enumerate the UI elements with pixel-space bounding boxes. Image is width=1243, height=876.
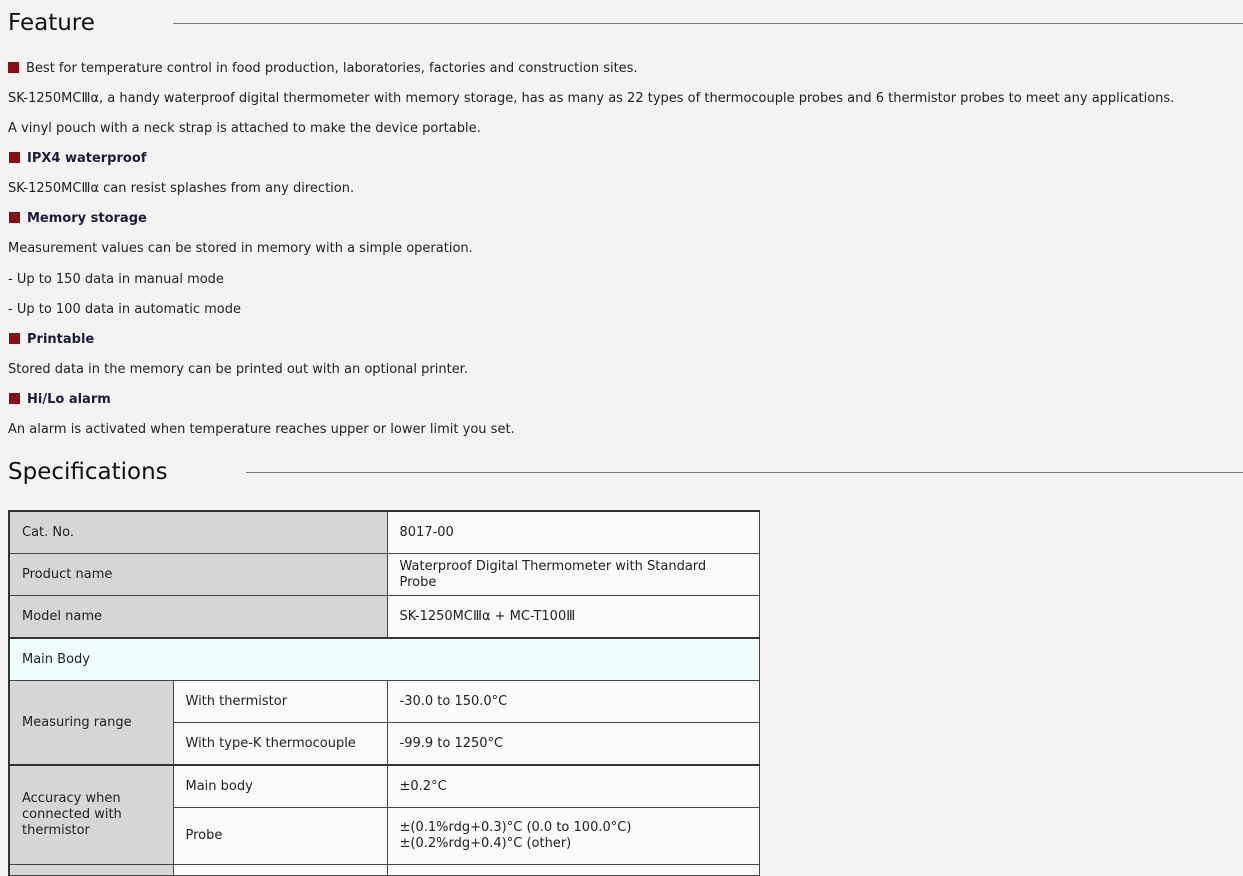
bullet-square-icon [9,152,20,163]
table-row [9,511,759,554]
with-typek-value: -99.9 to 1250°C [387,723,759,766]
feature-text: Stored data in the memory can be printed out with an optional printer. [8,362,468,377]
table-cell [9,865,173,876]
specifications-divider [246,472,1243,473]
accuracy-probe-value [387,808,759,865]
with-typek-label: With type-K thermocouple [173,723,387,766]
specifications-title: Specifications [8,459,168,485]
feature-heading-alarm: Hi/Lo alarm [9,392,111,408]
table-cell [387,865,759,876]
feature-title: Feature [8,10,95,36]
with-thermistor-label: With thermistor [173,681,387,723]
table-row [9,681,759,723]
feature-text: - Up to 150 data in manual mode [8,272,224,287]
feature-text: An alarm is activated when temperature reaches upper or lower limit you set. [8,422,515,437]
probe-value-line-1: ±(0.1%rdg+0.3)°C (0.0 to 100.0°C) [399,820,632,835]
with-thermistor-value: -30.0 to 150.0°C [387,681,759,723]
main-body-header: Main Body [9,638,759,681]
cat-no-value: 8017-00 [387,511,759,554]
bullet-square-icon [8,62,19,73]
feature-text: Measurement values can be stored in memory with a simple operation. [8,241,473,256]
table-row [9,596,759,639]
table-cell [173,865,387,876]
feature-heading-memory: Memory storage [9,211,147,227]
accuracy-main-body-value: ±0.2°C [387,765,759,808]
measuring-range-label: Measuring range [9,681,173,766]
feature-text: - Up to 100 data in automatic mode [8,302,241,317]
product-name-label: Product name [9,554,387,596]
specifications-section-header [8,459,1243,485]
model-name-value: SK-1250MCⅢα + MC-T100Ⅲ [387,596,759,639]
feature-heading-printable: Printable [9,332,94,348]
table-row [9,638,759,681]
probe-value-line-2: ±(0.2%rdg+0.4)°C (other) [399,836,572,851]
model-name-label: Model name [9,596,387,639]
accuracy-probe-label: Probe [173,808,387,865]
feature-text: SK-1250MCⅢα can resist splashes from any direction. [8,181,355,196]
feature-divider [173,23,1243,24]
feature-text: A vinyl pouch with a neck strap is attached to make the device portable. [8,121,481,136]
accuracy-main-body-label: Main body [173,765,387,808]
feature-heading-ipx4: IPX4 waterproof [9,151,146,167]
feature-text: SK-1250MCⅢα, a handy waterproof digital thermometer with memory storage, has as many as 22 types of thermocouple probes and 6 thermistor probes to meet any applications. [8,91,1175,106]
bullet-square-icon [9,212,20,223]
product-name-value: Waterproof Digital Thermometer with Standard Probe [387,554,759,596]
table-row [9,765,759,808]
bullet-square-icon [9,333,20,344]
accuracy-label: Accuracy when connected with thermistor [9,765,173,865]
feature-section-header [8,10,1243,36]
cat-no-label: Cat. No. [9,511,387,554]
table-row [9,865,759,876]
specifications-table [8,510,760,876]
feature-intro: Best for temperature control in food production, laboratories, factories and construction sites. [8,61,638,77]
table-row [9,554,759,596]
bullet-square-icon [9,393,20,404]
